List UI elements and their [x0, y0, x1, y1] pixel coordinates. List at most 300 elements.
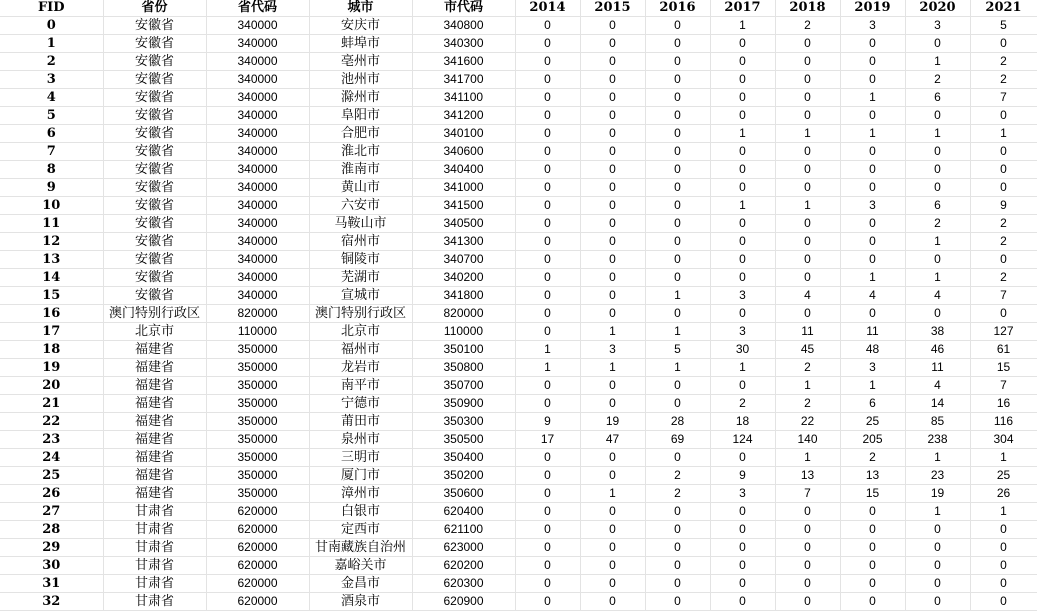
cell-year-2018: 0	[775, 35, 840, 53]
cell-city-code: 350900	[412, 395, 515, 413]
cell-year-2016: 0	[645, 521, 710, 539]
cell-year-2019: 0	[840, 107, 905, 125]
cell-city-code: 621100	[412, 521, 515, 539]
cell-province-code: 620000	[206, 593, 309, 611]
cell-year-2017: 0	[710, 71, 775, 89]
cell-year-2016: 0	[645, 197, 710, 215]
cell-fid: 28	[0, 521, 103, 539]
cell-year-2017: 0	[710, 143, 775, 161]
cell-year-2020: 46	[905, 341, 970, 359]
cell-year-2021: 2	[970, 269, 1037, 287]
cell-year-2018: 4	[775, 287, 840, 305]
cell-fid: 4	[0, 89, 103, 107]
cell-city: 南平市	[309, 377, 412, 395]
cell-year-2021: 7	[970, 287, 1037, 305]
cell-year-2021: 2	[970, 233, 1037, 251]
cell-year-2016: 0	[645, 377, 710, 395]
cell-year-2015: 0	[580, 521, 645, 539]
cell-year-2015: 0	[580, 305, 645, 323]
cell-year-2015: 3	[580, 341, 645, 359]
cell-year-2020: 2	[905, 215, 970, 233]
cell-year-2018: 1	[775, 197, 840, 215]
column-header-year-2016: 2016	[645, 0, 710, 17]
column-header-city-code: 市代码	[412, 0, 515, 17]
cell-year-2014: 0	[515, 467, 580, 485]
cell-province: 安徽省	[103, 161, 206, 179]
cell-year-2016: 0	[645, 125, 710, 143]
cell-fid: 23	[0, 431, 103, 449]
cell-year-2015: 0	[580, 17, 645, 35]
cell-city: 阜阳市	[309, 107, 412, 125]
cell-city-code: 350500	[412, 431, 515, 449]
cell-year-2017: 1	[710, 17, 775, 35]
cell-province-code: 340000	[206, 269, 309, 287]
cell-year-2018: 2	[775, 395, 840, 413]
cell-province: 甘肃省	[103, 521, 206, 539]
cell-year-2016: 0	[645, 107, 710, 125]
cell-year-2019: 1	[840, 377, 905, 395]
cell-year-2019: 3	[840, 359, 905, 377]
table-row	[0, 521, 1037, 539]
cell-year-2017: 0	[710, 539, 775, 557]
table-row	[0, 485, 1037, 503]
cell-province-code: 340000	[206, 179, 309, 197]
cell-year-2018: 0	[775, 269, 840, 287]
cell-year-2015: 0	[580, 53, 645, 71]
cell-province: 福建省	[103, 485, 206, 503]
cell-fid: 6	[0, 125, 103, 143]
cell-year-2015: 0	[580, 395, 645, 413]
cell-province-code: 340000	[206, 107, 309, 125]
cell-year-2018: 0	[775, 251, 840, 269]
cell-year-2017: 0	[710, 89, 775, 107]
cell-year-2017: 0	[710, 251, 775, 269]
cell-city-code: 350600	[412, 485, 515, 503]
cell-year-2019: 0	[840, 53, 905, 71]
cell-fid: 16	[0, 305, 103, 323]
cell-city-code: 341000	[412, 179, 515, 197]
cell-city: 铜陵市	[309, 251, 412, 269]
cell-year-2018: 13	[775, 467, 840, 485]
cell-year-2021: 0	[970, 305, 1037, 323]
cell-year-2017: 9	[710, 467, 775, 485]
cell-fid: 0	[0, 17, 103, 35]
cell-year-2014: 0	[515, 161, 580, 179]
cell-city-code: 340100	[412, 125, 515, 143]
cell-province-code: 350000	[206, 395, 309, 413]
column-header-city: 城市	[309, 0, 412, 17]
cell-year-2015: 1	[580, 323, 645, 341]
cell-city-code: 341700	[412, 71, 515, 89]
cell-year-2019: 0	[840, 143, 905, 161]
column-header-year-2017: 2017	[710, 0, 775, 17]
cell-year-2015: 0	[580, 89, 645, 107]
cell-year-2018: 0	[775, 71, 840, 89]
cell-year-2018: 1	[775, 125, 840, 143]
cell-city: 嘉峪关市	[309, 557, 412, 575]
cell-province-code: 350000	[206, 359, 309, 377]
table-row	[0, 359, 1037, 377]
table-body	[0, 17, 1037, 611]
cell-year-2020: 38	[905, 323, 970, 341]
column-header-year-2014: 2014	[515, 0, 580, 17]
cell-year-2016: 0	[645, 35, 710, 53]
table-row	[0, 323, 1037, 341]
cell-year-2015: 0	[580, 71, 645, 89]
cell-year-2018: 0	[775, 305, 840, 323]
cell-province-code: 350000	[206, 485, 309, 503]
table-row	[0, 395, 1037, 413]
cell-year-2020: 0	[905, 107, 970, 125]
cell-year-2014: 1	[515, 341, 580, 359]
cell-city: 三明市	[309, 449, 412, 467]
table-row	[0, 179, 1037, 197]
cell-year-2016: 0	[645, 575, 710, 593]
cell-year-2017: 0	[710, 377, 775, 395]
cell-year-2018: 22	[775, 413, 840, 431]
table-row	[0, 413, 1037, 431]
cell-fid: 2	[0, 53, 103, 71]
cell-fid: 31	[0, 575, 103, 593]
cell-year-2014: 0	[515, 125, 580, 143]
table-row	[0, 143, 1037, 161]
cell-year-2021: 16	[970, 395, 1037, 413]
table-row	[0, 557, 1037, 575]
table-row	[0, 125, 1037, 143]
cell-city: 澳门特别行政区	[309, 305, 412, 323]
cell-province: 福建省	[103, 377, 206, 395]
cell-year-2018: 0	[775, 557, 840, 575]
cell-province-code: 620000	[206, 539, 309, 557]
cell-year-2021: 0	[970, 143, 1037, 161]
cell-year-2014: 0	[515, 503, 580, 521]
cell-fid: 29	[0, 539, 103, 557]
cell-year-2015: 0	[580, 575, 645, 593]
cell-city: 厦门市	[309, 467, 412, 485]
column-header-year-2019: 2019	[840, 0, 905, 17]
cell-year-2020: 1	[905, 449, 970, 467]
cell-year-2019: 3	[840, 17, 905, 35]
cell-fid: 20	[0, 377, 103, 395]
cell-year-2017: 0	[710, 503, 775, 521]
cell-year-2017: 0	[710, 593, 775, 611]
cell-year-2020: 1	[905, 125, 970, 143]
cell-year-2019: 0	[840, 305, 905, 323]
cell-year-2020: 19	[905, 485, 970, 503]
column-header-year-2020: 2020	[905, 0, 970, 17]
cell-city-code: 623000	[412, 539, 515, 557]
cell-year-2015: 0	[580, 269, 645, 287]
cell-fid: 26	[0, 485, 103, 503]
cell-province-code: 620000	[206, 575, 309, 593]
cell-year-2014: 0	[515, 485, 580, 503]
cell-year-2016: 0	[645, 449, 710, 467]
table-row	[0, 215, 1037, 233]
cell-province: 安徽省	[103, 107, 206, 125]
cell-year-2015: 47	[580, 431, 645, 449]
cell-province: 北京市	[103, 323, 206, 341]
cell-year-2020: 4	[905, 287, 970, 305]
cell-province: 福建省	[103, 341, 206, 359]
cell-city-code: 820000	[412, 305, 515, 323]
cell-year-2016: 0	[645, 215, 710, 233]
cell-year-2016: 0	[645, 395, 710, 413]
cell-province: 安徽省	[103, 251, 206, 269]
cell-province-code: 340000	[206, 71, 309, 89]
table-row	[0, 503, 1037, 521]
cell-year-2016: 0	[645, 503, 710, 521]
table-row	[0, 305, 1037, 323]
cell-province-code: 350000	[206, 341, 309, 359]
cell-year-2015: 0	[580, 107, 645, 125]
cell-city-code: 340800	[412, 17, 515, 35]
cell-province-code: 340000	[206, 233, 309, 251]
cell-fid: 19	[0, 359, 103, 377]
cell-year-2016: 0	[645, 17, 710, 35]
cell-year-2019: 205	[840, 431, 905, 449]
column-header-province-code: 省代码	[206, 0, 309, 17]
cell-year-2015: 1	[580, 359, 645, 377]
cell-province: 安徽省	[103, 89, 206, 107]
cell-city: 酒泉市	[309, 593, 412, 611]
cell-city-code: 620300	[412, 575, 515, 593]
cell-city-code: 350400	[412, 449, 515, 467]
cell-year-2014: 1	[515, 359, 580, 377]
cell-province: 安徽省	[103, 215, 206, 233]
cell-year-2017: 0	[710, 521, 775, 539]
cell-year-2017: 3	[710, 287, 775, 305]
cell-province: 安徽省	[103, 35, 206, 53]
table-row	[0, 53, 1037, 71]
cell-year-2020: 238	[905, 431, 970, 449]
cell-year-2021: 9	[970, 197, 1037, 215]
cell-year-2014: 0	[515, 305, 580, 323]
cell-year-2019: 48	[840, 341, 905, 359]
cell-year-2019: 2	[840, 449, 905, 467]
cell-year-2014: 0	[515, 395, 580, 413]
cell-year-2021: 0	[970, 179, 1037, 197]
cell-year-2017: 0	[710, 215, 775, 233]
header-row	[0, 0, 1037, 17]
cell-year-2015: 1	[580, 485, 645, 503]
cell-year-2020: 6	[905, 197, 970, 215]
cell-province-code: 350000	[206, 449, 309, 467]
cell-year-2021: 26	[970, 485, 1037, 503]
cell-year-2019: 0	[840, 503, 905, 521]
cell-year-2018: 7	[775, 485, 840, 503]
cell-province: 福建省	[103, 449, 206, 467]
cell-city-code: 350100	[412, 341, 515, 359]
cell-fid: 12	[0, 233, 103, 251]
cell-year-2016: 0	[645, 53, 710, 71]
cell-year-2019: 0	[840, 575, 905, 593]
cell-year-2017: 2	[710, 395, 775, 413]
table-row	[0, 17, 1037, 35]
cell-year-2021: 5	[970, 17, 1037, 35]
cell-year-2018: 0	[775, 521, 840, 539]
cell-year-2021: 0	[970, 539, 1037, 557]
cell-year-2018: 1	[775, 449, 840, 467]
cell-year-2021: 127	[970, 323, 1037, 341]
cell-city: 六安市	[309, 197, 412, 215]
cell-year-2018: 0	[775, 53, 840, 71]
cell-year-2016: 1	[645, 323, 710, 341]
cell-city: 宣城市	[309, 287, 412, 305]
cell-year-2020: 0	[905, 143, 970, 161]
cell-year-2021: 7	[970, 377, 1037, 395]
cell-province: 安徽省	[103, 197, 206, 215]
cell-city-code: 350700	[412, 377, 515, 395]
cell-year-2021: 25	[970, 467, 1037, 485]
cell-province: 甘肃省	[103, 557, 206, 575]
cell-year-2018: 0	[775, 143, 840, 161]
cell-city-code: 620900	[412, 593, 515, 611]
cell-city: 亳州市	[309, 53, 412, 71]
cell-year-2019: 0	[840, 35, 905, 53]
cell-year-2015: 0	[580, 449, 645, 467]
cell-year-2014: 0	[515, 449, 580, 467]
cell-year-2014: 0	[515, 233, 580, 251]
cell-year-2021: 0	[970, 575, 1037, 593]
cell-year-2016: 0	[645, 233, 710, 251]
cell-city-code: 341500	[412, 197, 515, 215]
cell-year-2018: 2	[775, 359, 840, 377]
cell-year-2020: 0	[905, 161, 970, 179]
cell-year-2015: 19	[580, 413, 645, 431]
table-row	[0, 431, 1037, 449]
table-row	[0, 35, 1037, 53]
cell-city: 淮北市	[309, 143, 412, 161]
cell-year-2016: 1	[645, 287, 710, 305]
cell-year-2020: 0	[905, 593, 970, 611]
cell-year-2018: 45	[775, 341, 840, 359]
cell-year-2018: 0	[775, 575, 840, 593]
cell-city: 淮南市	[309, 161, 412, 179]
cell-city: 安庆市	[309, 17, 412, 35]
table-row	[0, 107, 1037, 125]
cell-year-2019: 13	[840, 467, 905, 485]
cell-year-2021: 61	[970, 341, 1037, 359]
cell-fid: 8	[0, 161, 103, 179]
cell-year-2014: 0	[515, 215, 580, 233]
cell-year-2020: 0	[905, 575, 970, 593]
cell-year-2020: 0	[905, 521, 970, 539]
cell-year-2015: 0	[580, 233, 645, 251]
cell-year-2014: 0	[515, 521, 580, 539]
cell-province-code: 340000	[206, 197, 309, 215]
cell-year-2014: 17	[515, 431, 580, 449]
cell-city: 宿州市	[309, 233, 412, 251]
cell-year-2016: 0	[645, 89, 710, 107]
cell-fid: 13	[0, 251, 103, 269]
cell-fid: 22	[0, 413, 103, 431]
cell-year-2019: 25	[840, 413, 905, 431]
cell-fid: 14	[0, 269, 103, 287]
cell-province: 安徽省	[103, 287, 206, 305]
cell-city-code: 340200	[412, 269, 515, 287]
cell-year-2021: 116	[970, 413, 1037, 431]
cell-year-2019: 0	[840, 161, 905, 179]
cell-province: 安徽省	[103, 179, 206, 197]
cell-year-2019: 0	[840, 539, 905, 557]
cell-year-2014: 0	[515, 593, 580, 611]
cell-year-2016: 0	[645, 557, 710, 575]
cell-year-2017: 124	[710, 431, 775, 449]
cell-year-2014: 0	[515, 557, 580, 575]
cell-year-2017: 30	[710, 341, 775, 359]
cell-city-code: 341100	[412, 89, 515, 107]
cell-year-2014: 0	[515, 287, 580, 305]
cell-year-2021: 2	[970, 71, 1037, 89]
cell-year-2020: 0	[905, 251, 970, 269]
cell-year-2019: 0	[840, 521, 905, 539]
cell-year-2014: 0	[515, 197, 580, 215]
cell-fid: 17	[0, 323, 103, 341]
cell-year-2018: 0	[775, 179, 840, 197]
cell-year-2016: 0	[645, 269, 710, 287]
cell-province: 甘肃省	[103, 593, 206, 611]
cell-year-2021: 0	[970, 521, 1037, 539]
cell-year-2018: 0	[775, 503, 840, 521]
cell-year-2020: 23	[905, 467, 970, 485]
cell-year-2014: 0	[515, 53, 580, 71]
cell-province: 安徽省	[103, 71, 206, 89]
cell-city-code: 341200	[412, 107, 515, 125]
cell-year-2015: 0	[580, 143, 645, 161]
cell-year-2015: 0	[580, 251, 645, 269]
cell-province-code: 340000	[206, 17, 309, 35]
cell-year-2017: 1	[710, 359, 775, 377]
cell-province-code: 620000	[206, 503, 309, 521]
cell-city-code: 350800	[412, 359, 515, 377]
cell-city-code: 341300	[412, 233, 515, 251]
cell-province-code: 340000	[206, 53, 309, 71]
cell-fid: 5	[0, 107, 103, 125]
cell-year-2020: 0	[905, 557, 970, 575]
cell-year-2017: 18	[710, 413, 775, 431]
cell-city: 马鞍山市	[309, 215, 412, 233]
cell-province: 福建省	[103, 413, 206, 431]
cell-year-2014: 0	[515, 107, 580, 125]
cell-year-2014: 9	[515, 413, 580, 431]
cell-year-2020: 0	[905, 539, 970, 557]
cell-year-2016: 0	[645, 161, 710, 179]
cell-year-2019: 0	[840, 215, 905, 233]
cell-city: 芜湖市	[309, 269, 412, 287]
table-row	[0, 287, 1037, 305]
cell-year-2019: 3	[840, 197, 905, 215]
cell-city: 福州市	[309, 341, 412, 359]
cell-province-code: 340000	[206, 215, 309, 233]
cell-province-code: 340000	[206, 161, 309, 179]
cell-city: 宁德市	[309, 395, 412, 413]
cell-city: 定西市	[309, 521, 412, 539]
cell-city-code: 340700	[412, 251, 515, 269]
cell-year-2014: 0	[515, 35, 580, 53]
cell-province: 福建省	[103, 395, 206, 413]
column-header-year-2018: 2018	[775, 0, 840, 17]
cell-year-2016: 0	[645, 71, 710, 89]
cell-year-2015: 0	[580, 467, 645, 485]
cell-city: 池州市	[309, 71, 412, 89]
cell-city: 龙岩市	[309, 359, 412, 377]
cell-city: 蚌埠市	[309, 35, 412, 53]
cell-province-code: 350000	[206, 431, 309, 449]
cell-year-2017: 0	[710, 575, 775, 593]
cell-year-2015: 0	[580, 125, 645, 143]
cell-year-2021: 0	[970, 593, 1037, 611]
cell-fid: 18	[0, 341, 103, 359]
